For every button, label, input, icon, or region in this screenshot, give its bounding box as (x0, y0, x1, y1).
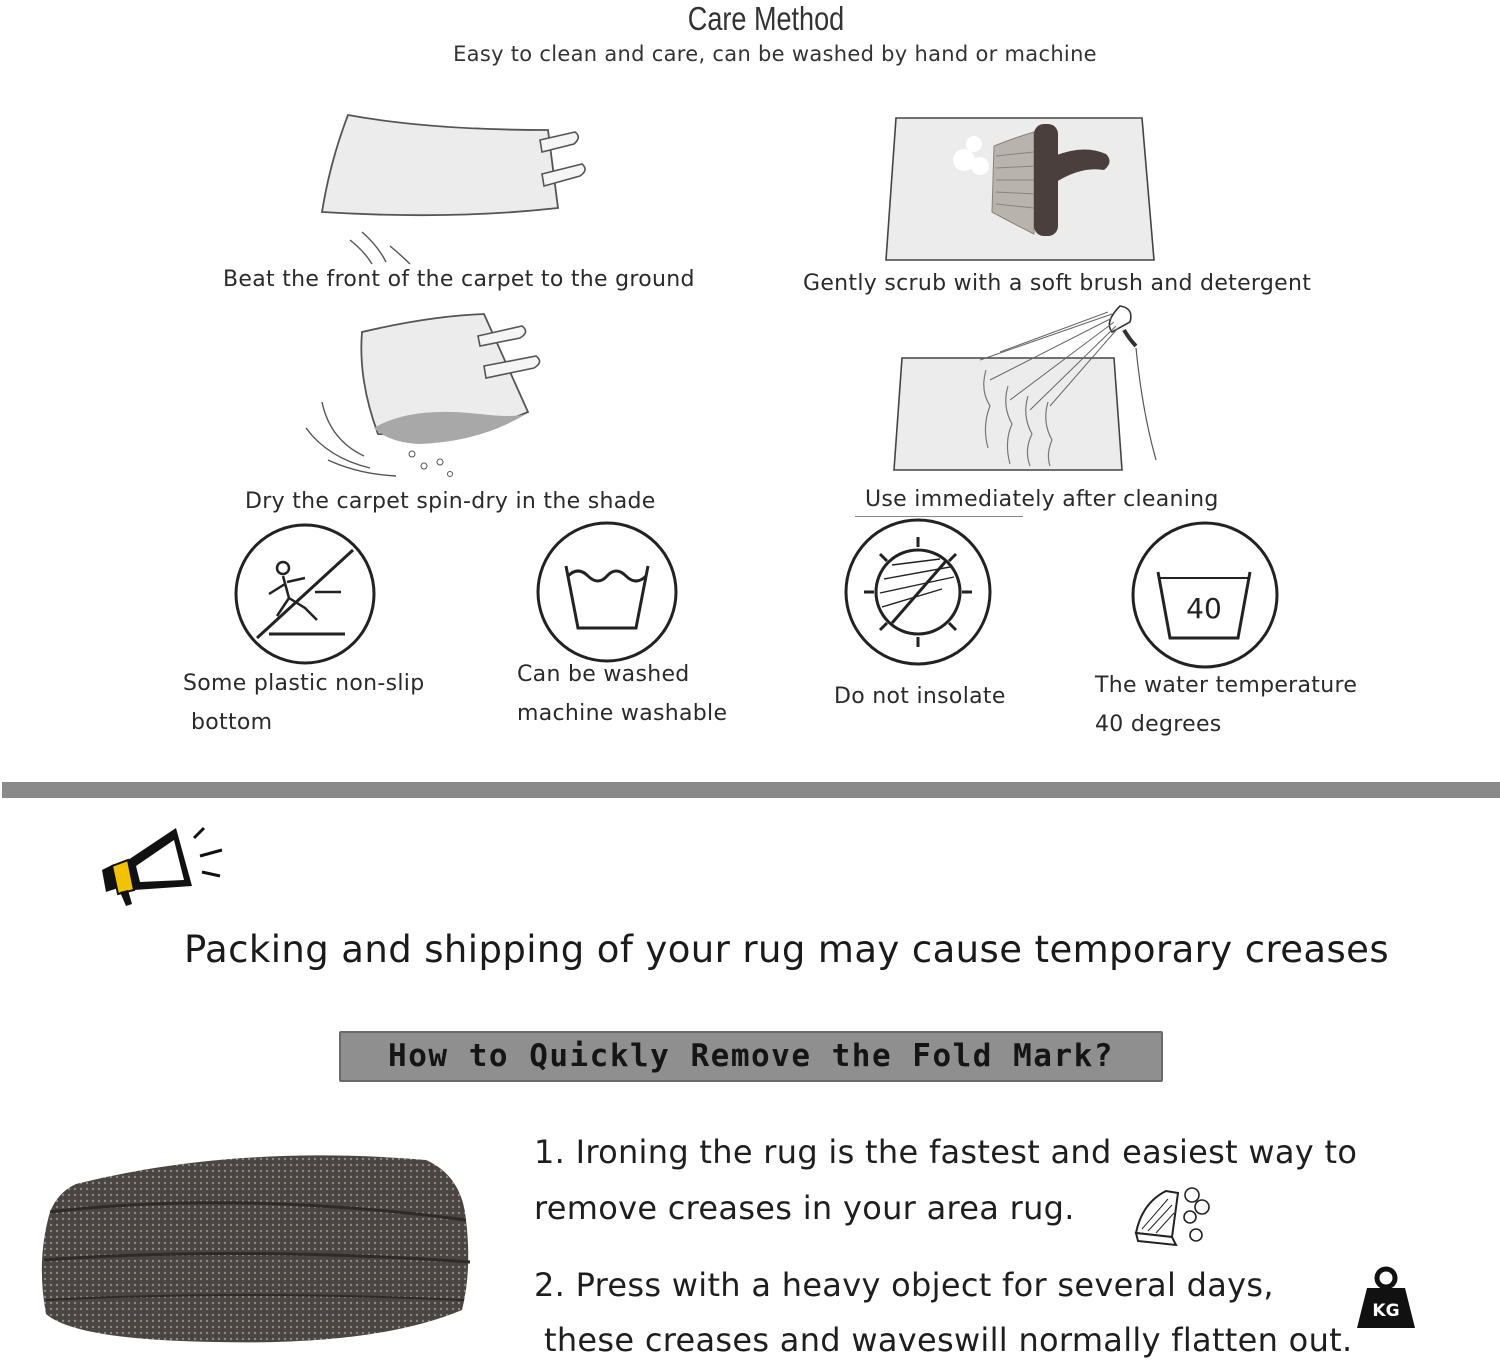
brush-scrub-icon (884, 116, 1159, 262)
carpet-beat-icon (310, 112, 600, 272)
wash-40-icon (1130, 522, 1280, 668)
folded-rug-image (36, 1150, 476, 1350)
fold-step2-line1: 2. Press with a heavy object for several days, (534, 1266, 1274, 1304)
care-step-scrub-label: Gently scrub with a soft brush and detergent (803, 271, 1312, 296)
fold-step1-line1: 1. Ironing the rug is the fastest and easiest way to (534, 1133, 1358, 1171)
care-step-spin-dry-label: Dry the carpet spin-dry in the shade (245, 489, 656, 514)
wash-temp-number: 40 (1186, 592, 1222, 625)
non-slip-icon (233, 522, 377, 666)
symbol-wash-40-line1: The water temperature (1095, 673, 1358, 698)
underline-divider (855, 516, 1023, 517)
fold-step1-line2: remove creases in your area rug. (534, 1189, 1075, 1227)
symbol-non-slip-line2: bottom (191, 710, 273, 735)
care-step-shower-label: Use immediately after cleaning (865, 487, 1219, 512)
carpet-spin-dry-icon (300, 310, 550, 490)
notice-headline: Packing and shipping of your rug may cause temporary creases (184, 928, 1390, 971)
symbol-machine-wash-line1: Can be washed (517, 662, 690, 687)
megaphone-icon (96, 824, 226, 908)
section-divider (2, 782, 1500, 798)
no-sun-icon (842, 519, 994, 665)
kg-weight-icon (1355, 1266, 1417, 1330)
shower-rinse-icon (890, 300, 1160, 472)
question-text: How to Quickly Remove the Fold Mark? (388, 1038, 1114, 1074)
steam-iron-icon (1132, 1183, 1216, 1249)
kg-label: KG (1372, 1301, 1400, 1321)
machine-wash-icon (534, 522, 680, 662)
symbol-machine-wash-line2: machine washable (517, 701, 728, 726)
fold-step2-line2: these creases and waveswill normally flatten out. (544, 1321, 1353, 1359)
symbol-wash-40-line2: 40 degrees (1095, 712, 1222, 737)
symbol-non-slip-line1: Some plastic non-slip (183, 671, 425, 696)
page-title: Care Method (687, 0, 845, 37)
symbol-no-sun-line1: Do not insolate (834, 684, 1006, 709)
page-subtitle: Easy to clean and care, can be washed by hand or machine (453, 42, 1097, 66)
care-step-beat-label: Beat the front of the carpet to the ground (223, 267, 695, 292)
